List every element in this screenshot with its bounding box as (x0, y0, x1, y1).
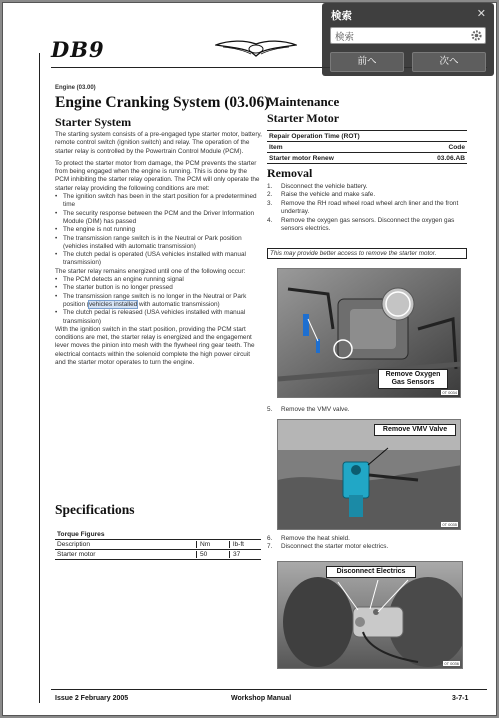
system-intro: The starting system consists of a pre-engaged type starter motor, battery, remote control switch (ignition switch) and relay. The operation of the starter relay is controlled by the Powertrain Control Module (PCM). (55, 131, 262, 155)
rot-heading-text: Repair Operation Time (ROT) (269, 132, 360, 140)
step-number: 6. (267, 535, 273, 542)
removal-step-5 (267, 406, 473, 414)
vmv-valve-photo (277, 419, 461, 530)
footer-title: Workshop Manual (231, 695, 292, 702)
removal-heading: Removal (267, 166, 313, 180)
torque-col-lbft: lb-ft (229, 541, 259, 548)
wings-logo-icon (215, 36, 297, 62)
torque-table (55, 530, 261, 560)
list-item (267, 543, 473, 551)
rot-table (267, 130, 467, 164)
torque-header-row (55, 540, 261, 550)
step-text: Raise the vehicle and make safe. (281, 191, 376, 199)
rot-code: 03.06.AB (437, 154, 465, 162)
rot-item: Starter motor Renew (269, 154, 334, 162)
step-number: 5. (267, 406, 273, 413)
figure-tag: 0T 0036 (444, 661, 459, 666)
deenergize-item: • The clutch pedal is released (USA vehicles installed with manual transmission) (55, 309, 262, 326)
step-text: Disconnect the starter motor electrics. (281, 543, 389, 551)
torque-nm: 50 (196, 551, 229, 558)
find-previous-button[interactable]: 前へ (330, 52, 404, 72)
starter-system-heading: Starter System (55, 115, 132, 129)
note-box: This may provide better access to remove the starter motor. (267, 248, 467, 259)
starter-motor-heading: Starter Motor (267, 111, 340, 125)
torque-col-description: Description (57, 541, 90, 548)
search-input[interactable] (330, 27, 486, 44)
figure-tag: 0T 0034 (442, 390, 457, 395)
oxygen-sensor-photo (277, 268, 461, 398)
specifications-heading: Specifications (55, 502, 135, 517)
deenergize-item: • The starter button is no longer pressed (55, 284, 262, 292)
step-text: Remove the VMV valve. (281, 406, 350, 413)
rot-col-code: Code (448, 143, 465, 151)
list-item (267, 535, 473, 543)
maintenance-heading: Maintenance (267, 94, 340, 109)
torque-table-heading: Torque Figures (55, 530, 261, 540)
list-item (267, 406, 473, 414)
step-number: 2. (267, 191, 273, 199)
table-row (267, 153, 467, 164)
figure-callout: Disconnect Electrics (326, 566, 416, 578)
removal-steps-b (267, 535, 473, 552)
brand-logo-text: DB9 (51, 37, 105, 62)
deenergize-item-trs (55, 293, 262, 310)
step-number: 4. (267, 216, 273, 224)
step-number: 3. (267, 199, 273, 207)
protect-paragraph: To protect the starter motor from damage, the PCM prevents the starter from being engaged when the engine is running. This is done by the PCM inhibiting the starter relay operation. The PCM will only operate the starter relay providing the following conditions are met: (55, 159, 260, 192)
step-text: Remove the oxygen gas sensors. Disconnect the oxygen gas sensors electrics. (281, 216, 455, 233)
condition-item: • The engine is not running (55, 226, 262, 234)
rot-col-item: Item (269, 143, 283, 151)
list-item (267, 217, 473, 234)
rot-table-heading (267, 131, 467, 142)
step-number: 1. (267, 183, 273, 190)
step-text: Disconnect the vehicle battery. (281, 183, 368, 190)
section-breadcrumb: Engine (03.00) (55, 85, 96, 91)
condition-item: • The clutch pedal is operated (USA vehicles installed with manual transmission) (55, 251, 262, 268)
margin-rule (39, 53, 40, 703)
footer-page-number: 3-7-1 (452, 695, 469, 702)
rot-header-row (267, 142, 467, 153)
list-item (267, 200, 473, 217)
vmv-valve-illustration (278, 420, 461, 530)
list-item (267, 191, 473, 199)
condition-item: • The security response between the PCM and the Driver Information Module (DIM) has passed (55, 210, 262, 227)
search-match-highlight: vehicles installed (88, 300, 138, 308)
gear-icon[interactable] (470, 29, 483, 42)
list-item (267, 183, 473, 191)
page-title: Engine Cranking System (03.06) (55, 94, 270, 111)
find-next-button[interactable]: 次へ (412, 52, 486, 72)
trs-text-before: The transmission range switch is no longer in the Neutral or Park position ( (63, 292, 247, 308)
closing-paragraph: With the ignition switch in the start position, providing the PCM start conditions are met, the starter relay is energized and the engagement lever moves the pinion into mesh with the flywheel ring gear teeth. The electrical contacts within the solenoid complete the high power circuit and the starter motor operates to turn the engine. (55, 325, 255, 367)
torque-col-nm: Nm (196, 541, 229, 548)
figure-tag: 0T 0035 (442, 522, 457, 527)
starter-electrics-photo (277, 561, 463, 669)
figure-callout: Remove Oxygen Gas Sensors (378, 369, 448, 389)
manual-page (2, 2, 497, 716)
step-number: 7. (267, 543, 273, 551)
table-row (55, 550, 261, 560)
figure-callout: Remove VMV Valve (374, 424, 456, 436)
step-text: Remove the RH road wheel road wheel arch liner and the front undertray. (281, 199, 459, 216)
left-column-text (55, 131, 262, 367)
torque-lbft: 37 (229, 551, 259, 558)
trs-text-after: with automatic transmission) (137, 300, 220, 308)
find-bar-title: 検索 (331, 10, 352, 22)
removal-steps-a (267, 183, 473, 233)
condition-item: • The ignition switch has been in the start position for a predetermined time (55, 193, 262, 210)
footer-issue: Issue 2 February 2005 (55, 695, 129, 702)
find-bar (322, 3, 494, 76)
condition-item: • The transmission range switch is in the Neutral or Park position (vehicles installed with automatic transmission) (55, 235, 262, 252)
torque-description: Starter motor (57, 551, 96, 558)
deenergize-item: • The PCM detects an engine running signal (55, 276, 262, 284)
deenergize-paragraph: The starter relay remains energized until one of the following occur: (55, 267, 246, 275)
step-text: Remove the heat shield. (281, 535, 350, 542)
starter-electrics-illustration (278, 562, 463, 669)
close-icon[interactable]: ✕ (476, 8, 486, 20)
footer-rule (51, 689, 487, 690)
